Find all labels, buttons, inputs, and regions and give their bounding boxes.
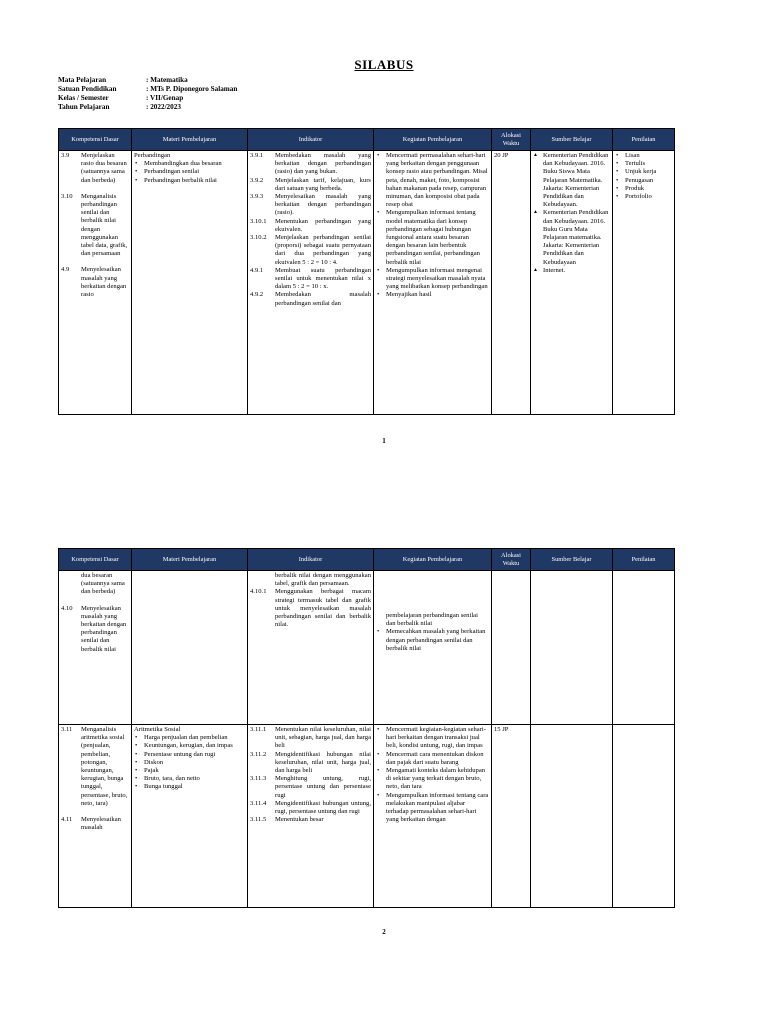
list-item: • Diskon bbox=[134, 759, 245, 767]
indikator-number: 3.9.2 bbox=[250, 176, 264, 184]
indikator-item bbox=[250, 588, 371, 629]
header-alokasi: Alokasi Waktu bbox=[492, 549, 531, 571]
indikator-number: 3.11.1 bbox=[250, 726, 267, 733]
indikator-number: 3.11.5 bbox=[250, 816, 267, 824]
indikator-item bbox=[250, 775, 371, 800]
meta-value: : 2022/2023 bbox=[146, 103, 181, 111]
indikator-text: Membuat suatu perbandingan senilai untuk menentukan nilai x dalam 5 : 2 = 10 : x. bbox=[275, 266, 371, 291]
table-row bbox=[59, 571, 675, 725]
kd-text: Menyelesaikan masalah yang berkaitan dengan rasio bbox=[81, 266, 127, 299]
kd-item bbox=[61, 193, 129, 259]
kd-number: 4.11 bbox=[61, 816, 73, 824]
header-indikator: Indikator bbox=[248, 549, 374, 571]
list-item: • Mengamati konteks dalam kehidupan di sekitar yang terkait dengan bruto, neto, dan tara bbox=[376, 767, 489, 792]
table-header-row bbox=[59, 549, 675, 571]
sumber-cell bbox=[531, 151, 613, 415]
header-penilaian: Penilaian bbox=[613, 549, 675, 571]
meta-label: Satuan Pendidikan bbox=[58, 85, 117, 93]
list-item: • Unjuk kerja bbox=[615, 168, 672, 176]
meta-row bbox=[58, 94, 237, 103]
list-item: • Harga penjualan dan pembelian bbox=[134, 734, 245, 742]
list-item: • Bruto, tara, dan netto bbox=[134, 775, 245, 783]
kd-text: Menganalisis aritmetika sosial (penjualan, pembelian, potongan, keuntungan, kerugian, bunga tunggal, persentase, bruto, neto, tara) bbox=[81, 726, 128, 807]
indikator-text: Menentukan perbandingan yang ekuivalen. bbox=[275, 217, 371, 233]
kd-item bbox=[61, 605, 129, 654]
kegiatan-cell bbox=[374, 725, 492, 908]
kd-text: Menganalisis perbandingan senilai dan berbalik nilai dengan menggunakan tabel data, grafik, dan persamaan bbox=[81, 192, 128, 258]
indikator-item bbox=[250, 218, 371, 234]
list-item: • Lisan bbox=[615, 152, 672, 160]
list-item: • Memecahkan masalah yang berkaitan dengan perbandingan senilai dan berbalik nilai bbox=[376, 628, 489, 653]
header-kegiatan: Kegiatan Pembelajaran bbox=[374, 129, 492, 151]
indikator-text: Menentukan besar bbox=[275, 816, 324, 824]
indikator-text: Membedakan masalah perbandingan senilai dan bbox=[275, 291, 371, 307]
kegiatan-list bbox=[376, 152, 489, 300]
sumber-list bbox=[533, 152, 610, 275]
list-item: • Mencermati permasalahan sehari-hari yang berkaitan dengan penggunaan konsep rasio atau perbandingan. Misal peta, denah, maket, foto, komposisi bahan makanan pada resep, campuran minuman, dan komposisi obat pada resep obat bbox=[376, 152, 489, 209]
document-meta bbox=[58, 76, 237, 112]
indikator-number: 4.9.2 bbox=[250, 291, 264, 299]
list-item: • Mengumpulkan informasi mengenai strategi menyelesaikan masalah nyata yang melibatkan konsep perbandingan bbox=[376, 267, 489, 292]
kd-item bbox=[61, 726, 129, 808]
penilaian-cell bbox=[613, 151, 675, 415]
indikator-text: berbalik nilai dengan menggunakan tabel, grafik dan persamaan. bbox=[275, 572, 371, 588]
header-sumber: Sumber Belajar bbox=[531, 129, 613, 151]
list-item: • Tertulis bbox=[615, 160, 672, 168]
list-item: ▲ Kementerian Pendidikan dan Kebudayaan. 2016. Buku Guru Mata Pelajaran matematika. Jakarta: Kementerian Pendidikan dan Kebudayaan bbox=[533, 209, 610, 266]
table-row bbox=[59, 151, 675, 415]
indikator-text: Membedakan masalah yang berkaitan dengan perbandingan (rasio) dan yang bukan. bbox=[275, 152, 371, 176]
indikator-text: Mengidentifikasi hubungan untung, rugi, persentase untung dan rugi bbox=[275, 799, 371, 816]
table-row bbox=[59, 725, 675, 908]
indikator-item bbox=[250, 800, 371, 816]
meta-label: Kelas / Semester bbox=[58, 94, 109, 102]
kd-cell bbox=[59, 725, 132, 908]
indikator-text: Menjelaskan perbandingan senilai (proporsi) sebagai suatu pernyataan dari dua perbandingan yang ekuivalen 5 : 2 = 10 : 4. bbox=[275, 234, 371, 266]
syllabus-table-page-2 bbox=[58, 548, 675, 908]
meta-row bbox=[58, 103, 237, 112]
penilaian-cell bbox=[613, 725, 675, 908]
kd-number: 4.9 bbox=[61, 266, 70, 274]
kd-item bbox=[61, 152, 129, 185]
meta-value: : MTs P. Diponegoro Salaman bbox=[146, 85, 238, 93]
indikator-item bbox=[250, 267, 371, 292]
kegiatan-cell bbox=[374, 151, 492, 415]
meta-row bbox=[58, 76, 237, 85]
indikator-number: 3.11.2 bbox=[250, 750, 267, 758]
syllabus-table-page-1 bbox=[58, 128, 675, 415]
alokasi-cell bbox=[492, 571, 531, 725]
indikator-text: Menjelaskan tarif, kelajuan, kurs dari satuan yang berbeda. bbox=[275, 176, 371, 192]
kd-number: 4.10 bbox=[61, 604, 73, 612]
kegiatan-list bbox=[376, 726, 489, 824]
kd-number: 3.10 bbox=[61, 192, 73, 200]
penilaian-cell bbox=[613, 571, 675, 725]
list-item: • Portofolio bbox=[615, 193, 672, 201]
header-materi: Materi Pembelajaran bbox=[132, 129, 248, 151]
indikator-item bbox=[250, 816, 371, 824]
indikator-text: Menyelesaikan masalah yang berkaitan dengan perbandingan (rasio). bbox=[275, 193, 371, 217]
indikator-item bbox=[250, 193, 371, 218]
meta-label: Mata Pelajaran bbox=[58, 76, 107, 84]
table-header-row bbox=[59, 129, 675, 151]
alokasi-cell: 20 JP bbox=[492, 151, 531, 415]
header-sumber: Sumber Belajar bbox=[531, 549, 613, 571]
kd-text: dua besaran (satuannya sama dan berbeda) bbox=[81, 572, 125, 596]
page-title: SILABUS bbox=[354, 57, 414, 72]
indikator-cell bbox=[248, 725, 374, 908]
materi-cell bbox=[132, 151, 248, 415]
list-item: • Mencermati kegiatan-kegiatan sehari-hari berkaitan dengan transaksi jual beli, kondisi untung, rugi, dan impas bbox=[376, 726, 489, 751]
list-item: • Bunga tunggal bbox=[134, 783, 245, 791]
sumber-cell bbox=[531, 725, 613, 908]
header-materi: Materi Pembelajaran bbox=[132, 549, 248, 571]
header-alokasi: Alokasi Waktu bbox=[492, 129, 531, 151]
list-item: • Persentase untung dan rugi bbox=[134, 751, 245, 759]
list-item: • Perbandingan berbalik nilai bbox=[134, 177, 245, 185]
kd-text: Menyelesaikan masalah yang berkaitan dengan perbandingan senilai dan berbalik nilai bbox=[81, 604, 127, 653]
meta-label: Tahun Pelajaran bbox=[58, 103, 110, 111]
materi-list bbox=[134, 160, 245, 185]
indikator-number: 3.11.3 bbox=[250, 775, 267, 783]
sumber-cell bbox=[531, 571, 613, 725]
indikator-number: 4.9.1 bbox=[250, 266, 264, 274]
page-number: 2 bbox=[382, 928, 386, 936]
list-item: • Perbandingan senilai bbox=[134, 168, 245, 176]
materi-title: Aritmetika Sosial bbox=[134, 726, 181, 733]
kd-number: 3.9 bbox=[61, 152, 70, 159]
meta-value: : Matematika bbox=[146, 76, 188, 84]
indikator-number: 3.9.1 bbox=[250, 152, 264, 159]
indikator-number: 3.9.3 bbox=[250, 193, 264, 201]
indikator-item bbox=[250, 726, 371, 751]
indikator-item bbox=[250, 291, 371, 307]
header-penilaian: Penilaian bbox=[613, 129, 675, 151]
indikator-cell bbox=[248, 571, 374, 725]
list-item: • Mengumpulkan informasi tentang cara melakukan manipulasi aljabar terhadap permasalahan sehari-hari yang berkaitan dengan bbox=[376, 792, 489, 825]
list-item: • Mencermati cara menentukan diskon dan pajak dari suatu barang bbox=[376, 751, 489, 767]
indikator-text: Mengidentifikasi hubungan nilai keseluruhan, nilai unit, harga jual, dan harga beli bbox=[275, 750, 371, 775]
penilaian-list bbox=[615, 152, 672, 201]
indikator-number: 3.10.2 bbox=[250, 234, 267, 242]
list-item: • Membandingkan dua besaran bbox=[134, 160, 245, 168]
indikator-item bbox=[250, 751, 371, 776]
indikator-text: Menentukan nilai keseluruhan, nilai unit, sebagian, harga jual, dan harga beli bbox=[275, 726, 371, 750]
kegiatan-list bbox=[376, 628, 489, 653]
kd-cell bbox=[59, 151, 132, 415]
indikator-cell bbox=[248, 151, 374, 415]
indikator-item bbox=[250, 234, 371, 267]
indikator-text: Menggunakan berbagai macam strategi termasuk tabel dan grafik untuk menyelesaikan masalah perbandingan senilai dan berbalik nilai. bbox=[275, 588, 371, 629]
indikator-item bbox=[250, 177, 371, 193]
materi-cell bbox=[132, 571, 248, 725]
meta-row bbox=[58, 85, 237, 94]
materi-list bbox=[134, 734, 245, 791]
kd-item bbox=[61, 816, 129, 832]
list-item: • Menyajikan hasil bbox=[376, 291, 489, 299]
header-kompetensi-dasar: Kompetensi Dasar bbox=[59, 549, 132, 571]
indikator-item bbox=[250, 572, 371, 588]
list-item: ▲ Kementerian Pendidikan dan Kebudayaan. 2016. Buku Siswa Mata Pelajaran Matematika. Jakarta: Kementerian Pendidikan dan Kebudayaan. bbox=[533, 152, 610, 209]
header-kompetensi-dasar: Kompetensi Dasar bbox=[59, 129, 132, 151]
kd-item bbox=[61, 266, 129, 299]
kd-item bbox=[61, 572, 129, 597]
list-item: • Produk bbox=[615, 185, 672, 193]
list-item: ▲ Internet. bbox=[533, 267, 610, 275]
materi-title: Perbandingan bbox=[134, 152, 171, 159]
list-item: • Keuntungan, kerugian, dan impas bbox=[134, 742, 245, 750]
header-kegiatan: Kegiatan Pembelajaran bbox=[374, 549, 492, 571]
kegiatan-continuation: pembelajaran perbandingan senilai dan berbalik nilai bbox=[386, 612, 478, 628]
kd-number: 3.11 bbox=[61, 726, 73, 733]
kd-cell bbox=[59, 571, 132, 725]
kd-text: Menjelaskan rasio dua besaran (satuannya sama dan berbeda) bbox=[81, 152, 127, 184]
list-item: • Mengumpulkan informasi tentang model matematika dari konsep perbandingan sebagai hubungan fungsional antara suatu besaran dengan besaran lain berbentuk perbandingan senilai, perbandingan berbalik nilai bbox=[376, 209, 489, 266]
list-item: • Pajak bbox=[134, 767, 245, 775]
indikator-text: Menghitung untung, rugi, persentase untung dan persentase rugi bbox=[275, 775, 371, 799]
indikator-number: 4.10.1 bbox=[250, 588, 267, 596]
meta-value: : VII/Genap bbox=[146, 94, 184, 102]
materi-cell bbox=[132, 725, 248, 908]
header-indikator: Indikator bbox=[248, 129, 374, 151]
indikator-item bbox=[250, 152, 371, 177]
kd-text: Menyelesaikan masalah bbox=[81, 816, 121, 832]
indikator-number: 3.10.1 bbox=[250, 217, 267, 225]
list-item: • Penugasan bbox=[615, 177, 672, 185]
page-number: 1 bbox=[382, 437, 386, 445]
kegiatan-cell bbox=[374, 571, 492, 725]
indikator-number: 3.11.4 bbox=[250, 799, 267, 807]
alokasi-cell: 15 JP bbox=[492, 725, 531, 908]
